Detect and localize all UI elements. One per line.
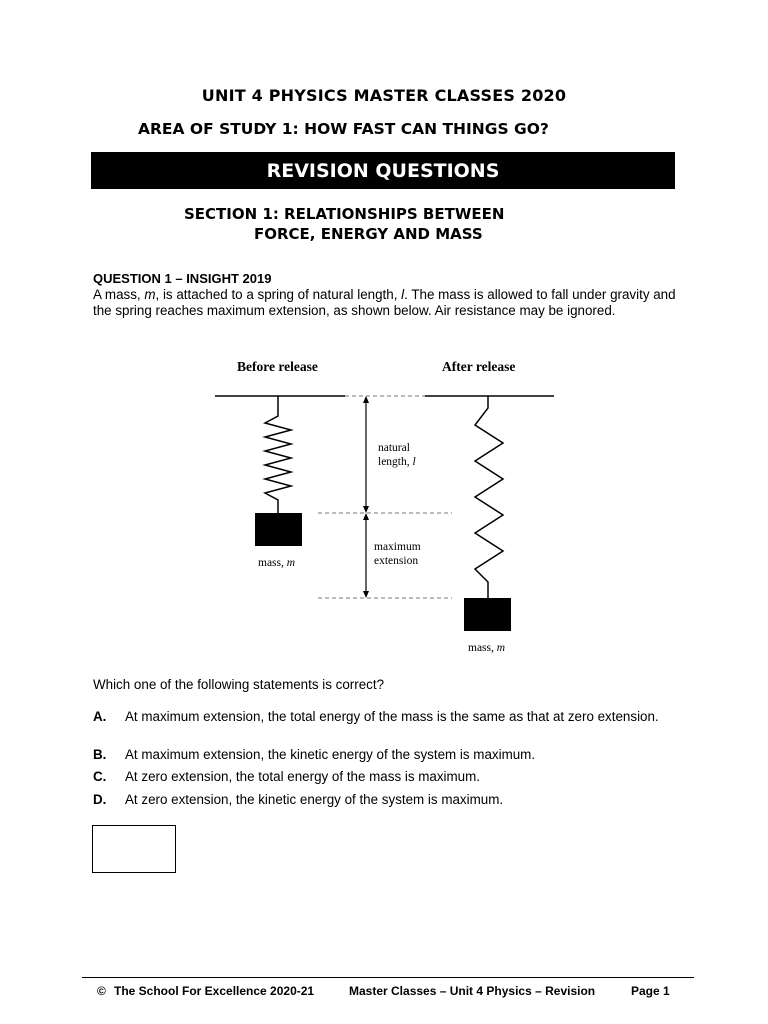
intro-variable-l: l xyxy=(401,287,405,302)
option-letter: B. xyxy=(93,747,107,762)
footer-course: Master Classes – Unit 4 Physics – Revision xyxy=(349,984,596,998)
max-label-2: extension xyxy=(374,555,419,567)
mass-label-variable: m xyxy=(286,557,296,569)
section-heading-line1: SECTION 1: RELATIONSHIPS BETWEEN xyxy=(184,205,505,223)
option-text: At zero extension, the kinetic energy of the system is maximum. xyxy=(125,792,504,807)
section-heading-line2: FORCE, ENERGY AND MASS xyxy=(254,225,483,243)
footer-school: The School For Excellence 2020-21 xyxy=(114,984,315,998)
intro-variable-m: m xyxy=(144,287,156,302)
arrowhead-down xyxy=(363,506,369,513)
spring-before xyxy=(265,396,291,513)
before-release-label: Before release xyxy=(237,359,318,374)
answer-box[interactable] xyxy=(92,825,176,873)
option-c xyxy=(93,769,683,785)
natural-label-variable: l xyxy=(412,456,416,468)
mass-label-before xyxy=(258,557,295,569)
natural-label-2 xyxy=(378,456,416,468)
footer-divider xyxy=(82,977,694,978)
mass-label-variable-after: m xyxy=(496,642,506,654)
spring-diagram xyxy=(200,350,570,660)
mass-block-before xyxy=(255,513,302,546)
arrowhead-up xyxy=(363,396,369,403)
option-text: At maximum extension, the total energy of the mass is the same as that at zero extension. xyxy=(125,709,659,724)
natural-label-1: natural xyxy=(378,442,410,454)
mass-label-after xyxy=(468,642,505,654)
revision-banner xyxy=(91,152,675,189)
mass-label-text-after: mass, xyxy=(468,642,497,654)
mass-label-text: mass, xyxy=(258,557,287,569)
spring-after xyxy=(475,396,503,598)
question-intro xyxy=(93,287,683,318)
copyright-icon: © xyxy=(97,984,106,998)
option-letter: C. xyxy=(93,769,107,784)
after-release-label: After release xyxy=(442,359,516,374)
option-text: At maximum extension, the kinetic energy of the system is maximum. xyxy=(125,747,536,762)
max-label-1: maximum xyxy=(374,541,421,553)
arrowhead-down-2 xyxy=(363,591,369,598)
option-a xyxy=(93,709,683,725)
page-title: UNIT 4 PHYSICS MASTER CLASSES 2020 xyxy=(201,86,567,105)
mass-block-after xyxy=(464,598,511,631)
intro-text-1: A mass, xyxy=(93,287,145,302)
option-letter: D. xyxy=(93,792,107,807)
intro-text-2: , is attached to a spring of natural length, xyxy=(155,287,402,302)
option-b xyxy=(93,747,683,763)
area-of-study-heading: AREA OF STUDY 1: HOW FAST CAN THINGS GO? xyxy=(138,120,549,138)
option-letter: A. xyxy=(93,709,107,724)
footer-page-number: Page 1 xyxy=(631,984,670,998)
question-prompt: Which one of the following statements is correct? xyxy=(93,677,385,692)
section-heading xyxy=(184,204,504,244)
option-text: At zero extension, the total energy of the mass is maximum. xyxy=(125,769,481,784)
arrowhead-up-2 xyxy=(363,513,369,520)
intro-text-3: . The mass is allowed to fall under gravity and the spring reaches maximum extension, as shown below. Air resistance may be ignored. xyxy=(93,287,676,318)
banner-text: REVISION QUESTIONS xyxy=(266,159,500,182)
option-d xyxy=(93,792,683,808)
natural-label-text: length, xyxy=(378,456,413,468)
question-title: QUESTION 1 – INSIGHT 2019 xyxy=(93,271,272,286)
